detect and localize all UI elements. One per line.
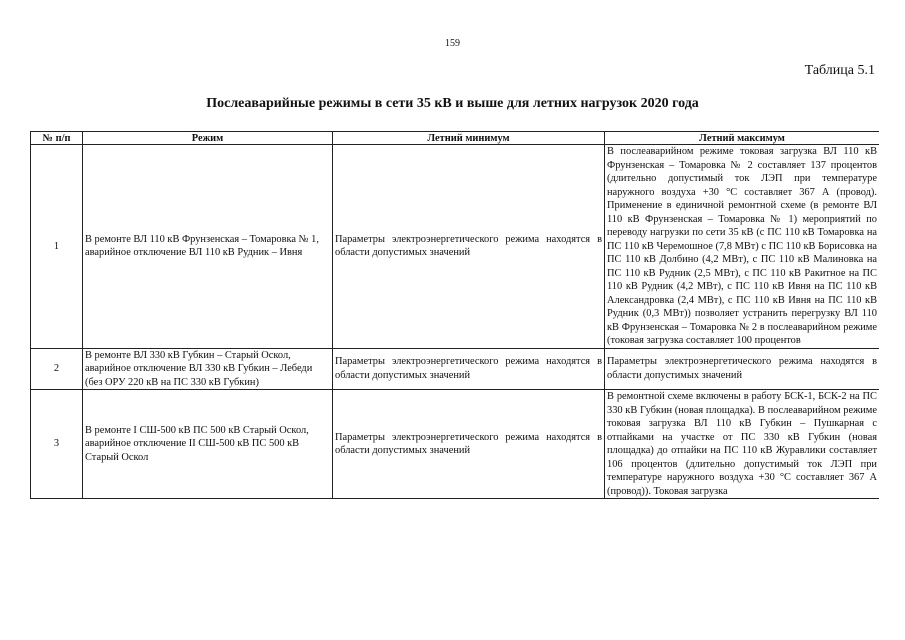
table-row bbox=[31, 145, 880, 349]
table-header-row bbox=[31, 132, 880, 145]
row-summer-max: В ремонтной схеме включены в работу БСК-1, БСК-2 на ПС 330 кВ Губкин (новая площадка). В послеаварийном режиме токовая загрузка ВЛ 110 кВ Губкин – Пушкарная с отпайками на участке от ПС 330 кВ Губкин (новая площадка) до отпайки на ПС 110 кВ Журавлики составляет 106 процентов (длительно допустимый ток ЛЭП при температуре наружного воздуха +30 °С составляет 367 А (провод)). Токовая загрузка bbox=[605, 390, 880, 499]
column-header-summer-max: Летний максимум bbox=[605, 132, 880, 145]
row-number: 1 bbox=[31, 145, 83, 349]
row-mode: В ремонте ВЛ 330 кВ Губкин – Старый Оскол, аварийное отключение ВЛ 330 кВ Губкин – Лебеди (без ОРУ 220 кВ на ПС 330 кВ Губкин) bbox=[83, 348, 333, 390]
table-row bbox=[31, 390, 880, 499]
column-header-number: № п/п bbox=[31, 132, 83, 145]
row-number: 2 bbox=[31, 348, 83, 390]
row-mode: В ремонте I СШ-500 кВ ПС 500 кВ Старый Оскол, аварийное отключение II СШ-500 кВ ПС 500 кВ Старый Оскол bbox=[83, 390, 333, 499]
column-header-mode: Режим bbox=[83, 132, 333, 145]
row-summer-min: Параметры электроэнергетического режима находятся в области допустимых значений bbox=[333, 390, 605, 499]
table-row bbox=[31, 348, 880, 390]
table-label: Таблица 5.1 bbox=[804, 63, 875, 78]
row-number: 3 bbox=[31, 390, 83, 499]
page-number: 159 bbox=[445, 38, 460, 49]
column-header-summer-min: Летний минимум bbox=[333, 132, 605, 145]
row-summer-max: В послеаварийном режиме токовая загрузка ВЛ 110 кВ Фрунзенская – Томаровка № 2 составляет 137 процентов (длительно допустимый ток ЛЭП при температуре наружного воздуха +30 °С составляет 367 А (провод). Применение в единичной ремонтной схеме (в ремонте ВЛ 110 кВ Фрунзенская – Томаровка № 1) мероприятий по переводу нагрузки по сети 35 кВ (с ПС 110 кВ Томаровка на ПС 110 кВ Черемошное (7,8 МВт) с ПС 110 кВ Борисовка на ПС 110 кВ Долбино (4,2 МВт), с ПС 110 кВ Малиновка на ПС 110 кВ Рудник (2,5 МВт), с ПС 110 кВ Ракитное на ПС 110 кВ Рудник (4,2 МВт), с ПС 110 кВ Ивня на ПС 110 кВ Александровка (2,4 МВт), с ПС 110 кВ Ивня на ПС 110 кВ Рудник (0,3 МВт)) позволяет устранить перегрузку ВЛ 110 кВ Фрунзенская – Томаровка № 2 в послеаварийном режиме (токовая загрузка составляет 100 процентов bbox=[605, 145, 880, 349]
document-title: Послеаварийные режимы в сети 35 кВ и выше для летних нагрузок 2020 года bbox=[206, 96, 699, 111]
row-summer-min: Параметры электроэнергетического режима находятся в области допустимых значений bbox=[333, 145, 605, 349]
table-container bbox=[30, 131, 879, 640]
row-mode: В ремонте ВЛ 110 кВ Фрунзенская – Томаровка № 1, аварийное отключение ВЛ 110 кВ Рудник – Ивня bbox=[83, 145, 333, 349]
post-emergency-modes-table bbox=[30, 131, 879, 499]
row-summer-max: Параметры электроэнергетического режима находятся в области допустимых значений bbox=[605, 348, 880, 390]
row-summer-min: Параметры электроэнергетического режима находятся в области допустимых значений bbox=[333, 348, 605, 390]
